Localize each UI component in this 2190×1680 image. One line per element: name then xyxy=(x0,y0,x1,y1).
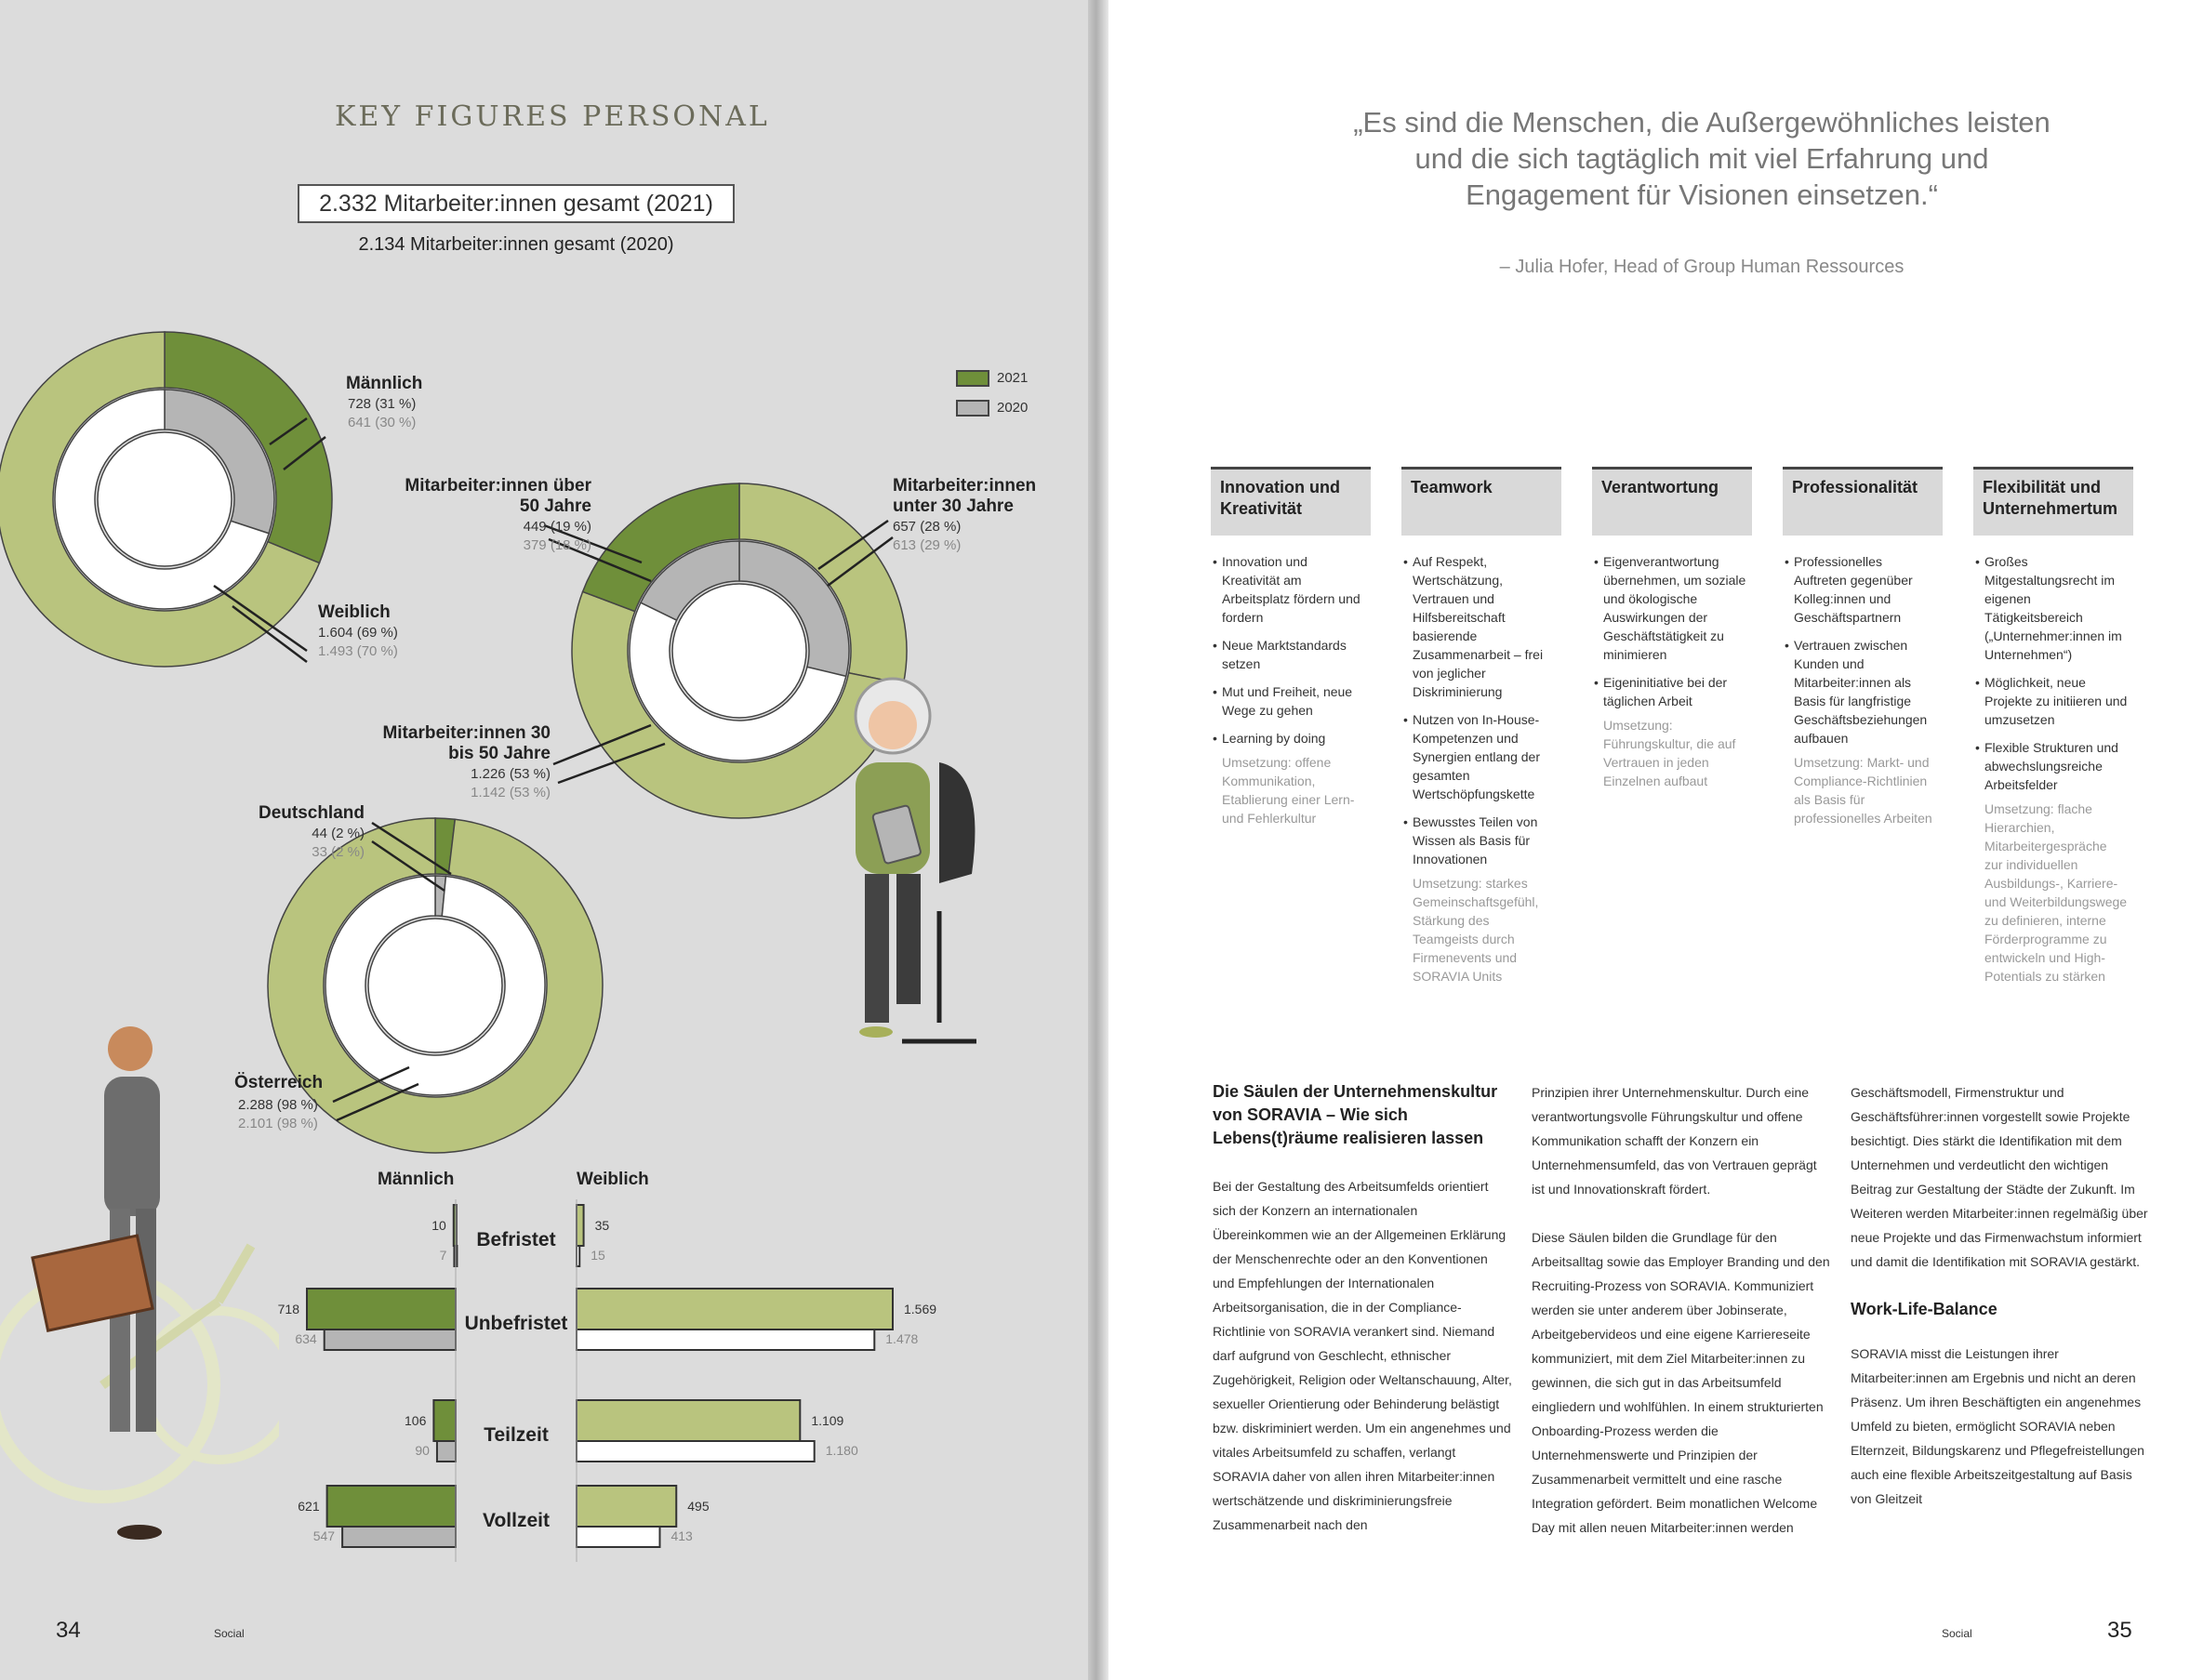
legend-label-2020: 2020 xyxy=(997,400,1029,416)
list-item: • Großes Mitgestaltungsrecht im eigenen Tätigkeitsbereich („Unternehmer:innen im Unternehmen“) xyxy=(1984,552,2128,664)
page-title: KEY FIGURES PERSONAL xyxy=(335,100,770,133)
paragraph: Prinzipien ihrer Unternehmenskultur. Durch eine verantwortungsvolle Führungskultur und offene Kommunikation schafft der Konzern ein Unternehmensumfeld, das von Vertrauen geprägt ist und Innovationskraft fördert. xyxy=(1532,1085,1817,1197)
value-austria-2021: 2.288 (98 %) xyxy=(238,1097,318,1113)
text-column-1 xyxy=(1213,1080,1512,1561)
value-30-to-50-2021: 1.226 (53 %) xyxy=(471,766,551,782)
pillar-list xyxy=(1783,552,1943,747)
label-under-30: Mitarbeiter:innen unter 30 Jahre xyxy=(893,476,1037,516)
list-item: • Auf Respekt, Wertschätzung, Vertrauen und Hilfsbereitschaft basierende Zusammenarbeit – frei von jeglicher Diskriminierung xyxy=(1413,552,1556,701)
section-label-left: Social xyxy=(214,1627,245,1640)
pillar-list xyxy=(1401,552,1561,868)
pillar-professionalism xyxy=(1783,467,1943,827)
value-germany-2020: 33 (2 %) xyxy=(312,844,365,860)
bar-value-female-2020: 1.180 xyxy=(825,1443,858,1458)
paragraph: Bei der Gestaltung des Arbeitsumfelds orientiert sich der Konzern an internationalen Übereinkommen wie an der Allgemeinen Erklärung der Menschenrechte oder an den Konventionen und Empfehlungen der Internationalen Arbeitsorganisation, die in der Compliance-Richtlinie von SORAVIA verankert sind. Niemand darf aufgrund von Geschlecht, ethnischer Zugehörigkeit, Religion oder Weltanschauung, Alter, sexueller Orientierung oder Behinderung belästigt bzw. diskriminiert werden. Um ein angenehmes und vitales Arbeitsumfeld zu schaffen, verlangt SORAVIA daher von allen ihren Mitarbeiter:innen wertschätzende und diskriminierungsfreie Zusammenarbeit nach den xyxy=(1213,1179,1512,1532)
pillar-responsibility xyxy=(1592,467,1752,790)
pillar-implementation: Umsetzung: offene Kommunikation, Etablierung einer Lern- und Fehlerkultur xyxy=(1222,755,1355,826)
list-item: • Mut und Freiheit, neue Wege zu gehen xyxy=(1222,682,1365,720)
bar-value-male-2020: 634 xyxy=(295,1331,317,1346)
pillar-flexibility xyxy=(1973,467,2133,986)
list-item: • Vertrauen zwischen Kunden und Mitarbeiter:innen als Basis für langfristige Geschäftsbeziehungen aufbauen xyxy=(1794,636,1937,747)
pillar-implementation: Umsetzung: Markt- und Compliance-Richtlinien als Basis für professionelles Arbeiten xyxy=(1794,755,1932,826)
donut-hole xyxy=(368,919,502,1052)
bar-female-2021 xyxy=(577,1289,893,1329)
list-item: • Learning by doing xyxy=(1222,729,1365,747)
pillar-teamwork xyxy=(1401,467,1561,986)
bar-female-2021 xyxy=(577,1205,584,1246)
bar-male-2020 xyxy=(437,1441,456,1462)
list-item: • Flexible Strukturen und abwechslungsreiche Arbeitsfelder xyxy=(1984,738,2128,794)
pillar-list xyxy=(1973,552,2133,794)
bar-male-2021 xyxy=(433,1400,456,1441)
bar-value-female-2021: 35 xyxy=(594,1218,610,1233)
bar-female-2021 xyxy=(577,1486,676,1527)
value-under-30-2021: 657 (28 %) xyxy=(893,519,962,535)
value-germany-2021: 44 (2 %) xyxy=(312,826,365,841)
bar-header-male: Männlich xyxy=(378,1170,455,1189)
pillar-implementation: Umsetzung: flache Hierarchien, Mitarbeitergespräche zur individuellen Ausbildungs-, Karriere- und Weiterbildungswege zu definieren, interne Förderprogramme zu entwickeln und High-Potentials zu stärken xyxy=(1984,801,2128,984)
value-over-50-2020: 379 (18 %) xyxy=(523,537,591,553)
pillar-implementation: Umsetzung: Führungskultur, die auf Vertrauen in jeden Einzelnen aufbaut xyxy=(1603,718,1736,788)
label-austria: Österreich xyxy=(234,1073,324,1092)
bar-value-male-2021: 106 xyxy=(405,1413,427,1428)
list-item: • Eigenverantwortung übernehmen, um soziale und ökologische Auswirkungen der Geschäftstätigkeit zu minimieren xyxy=(1603,552,1746,664)
value-male-2020: 641 (30 %) xyxy=(348,415,417,430)
pillar-title: Innovation und Kreativität xyxy=(1211,467,1371,536)
bar-value-male-2021: 718 xyxy=(277,1302,299,1316)
donut-gender xyxy=(0,332,332,667)
paragraph: Diese Säulen bilden die Grundlage für den Arbeitsalltag sowie das Employer Branding und den Recruiting-Prozess von SORAVIA. Kommuniziert werden sie unter anderem über Jobinserate, Arbeitgebervideos und eine eigene Karriereseite kommuniziert, mit dem Ziel Mitarbeiter:innen zu gewinnen, die sich gut in das Arbeitsumfeld eingliedern und wohlfühlen. In einem strukturierten Onboarding-Prozess werden die Unternehmenswerte und Prinzipien der Zusammenarbeit vermittelt und eine rasche Integration gefördert. Beim monatlichen Welcome Day mit allen neuen Mitarbeiter:innen werden xyxy=(1532,1230,1830,1535)
list-item: • Eigeninitiative bei der täglichen Arbeit xyxy=(1603,673,1746,710)
bar-value-female-2020: 1.478 xyxy=(885,1331,919,1346)
donut-hole xyxy=(672,584,806,718)
bar-value-male-2020: 90 xyxy=(415,1443,430,1458)
bar-value-female-2021: 495 xyxy=(687,1499,710,1514)
section-heading: Work-Life-Balance xyxy=(1851,1300,1998,1318)
value-female-2020: 1.493 (70 %) xyxy=(318,643,398,659)
page-number-left: 34 xyxy=(56,1618,81,1643)
man-with-bicycle-illustration xyxy=(0,1023,279,1543)
pillar-implementation: Umsetzung: starkes Gemeinschaftsgefühl, Stärkung des Teamgeists durch Firmenevents und SORAVIA Units xyxy=(1413,876,1539,984)
list-item: • Bewusstes Teilen von Wissen als Basis für Innovationen xyxy=(1413,813,1556,868)
pillar-list xyxy=(1592,552,1752,710)
page-number-right: 35 xyxy=(2107,1618,2132,1643)
value-30-to-50-2020: 1.142 (53 %) xyxy=(471,785,551,800)
bar-category-label: Vollzeit xyxy=(483,1510,550,1531)
paragraph: Geschäftsmodell, Firmenstruktur und Geschäftsführer:innen vorgestellt sowie Projekte besichtigt. Dies stärkt die Identifikation mit dem Unternehmen und verdeutlicht den wichtigen Beitrag zur Gestaltung der Städte der Zukunft. Im Weiteren werden Mitarbeiter:innen regelmäßig über neue Projekte und das Firmenwachstum informiert und damit die Identifikation mit SORAVIA gestärkt. xyxy=(1851,1085,2148,1269)
pillar-innovation xyxy=(1211,467,1371,827)
label-germany: Deutschland xyxy=(258,803,365,823)
bar-header-female: Weiblich xyxy=(577,1170,649,1189)
donut-country xyxy=(268,818,603,1153)
label-30-to-50: Mitarbeiter:innen 30 bis 50 Jahre xyxy=(382,723,551,763)
section-label-right: Social xyxy=(1942,1627,1972,1640)
bar-category-label: Unbefristet xyxy=(464,1313,568,1334)
bar-value-female-2020: 15 xyxy=(591,1248,605,1263)
bar-category-label: Teilzeit xyxy=(484,1424,549,1446)
bar-male-2020 xyxy=(325,1329,456,1350)
text-column-2 xyxy=(1532,1080,1831,1564)
bar-female-2020 xyxy=(577,1441,815,1462)
bar-male-2021 xyxy=(307,1289,456,1329)
total-employees-2021: 2.332 Mitarbeiter:innen gesamt (2021) xyxy=(298,184,735,223)
quote: „Es sind die Menschen, die Außergewöhnliches leisten und die sich tagtäglich mit viel Erfahrung und Engagement für Visionen einsetzen.“ xyxy=(1353,106,2051,211)
bar-value-male-2020: 547 xyxy=(312,1528,336,1543)
bar-value-male-2021: 10 xyxy=(431,1218,446,1233)
bar-female-2020 xyxy=(577,1527,659,1547)
pillar-list xyxy=(1211,552,1371,747)
list-item: • Neue Marktstandards setzen xyxy=(1222,636,1365,673)
pillar-title: Flexibilität und Unternehmertum xyxy=(1973,467,2133,536)
donut-hole xyxy=(98,432,232,566)
bar-value-female-2021: 1.569 xyxy=(904,1302,937,1316)
bar-female-2021 xyxy=(577,1400,800,1441)
quote-author: – Julia Hofer, Head of Group Human Ressources xyxy=(1499,257,1905,277)
list-item: • Möglichkeit, neue Projekte zu initiieren und umzusetzen xyxy=(1984,673,2128,729)
bar-value-male-2021: 621 xyxy=(298,1499,320,1514)
bar-male-2020 xyxy=(342,1527,456,1547)
section-heading: Die Säulen der Unternehmenskultur von SORAVIA – Wie sich Lebens(t)räume realisieren lassen xyxy=(1213,1082,1498,1147)
value-under-30-2020: 613 (29 %) xyxy=(893,537,962,553)
bar-value-male-2020: 7 xyxy=(439,1248,447,1263)
value-over-50-2021: 449 (19 %) xyxy=(523,519,591,535)
total-employees-2020: 2.134 Mitarbeiter:innen gesamt (2020) xyxy=(358,234,674,255)
legend-label-2021: 2021 xyxy=(997,370,1029,386)
list-item: • Innovation und Kreativität am Arbeitsplatz fördern und fordern xyxy=(1222,552,1365,627)
pillar-title: Professionalität xyxy=(1783,467,1943,536)
label-over-50: Mitarbeiter:innen über 50 Jahre xyxy=(405,476,591,516)
label-male: Männlich xyxy=(346,374,423,393)
paragraph: SORAVIA misst die Leistungen ihrer Mitarbeiter:innen am Ergebnis und nicht an deren Präsenz. Um ihren Beschäftigten ein angenehmes Umfeld zu bieten, ermöglicht SORAVIA neben Elternzeit, Bildungskarenz und Pflegefreistellungen auch eine flexible Arbeitszeitgestaltung auf Basis von Gleitzeit xyxy=(1851,1346,2144,1506)
value-male-2021: 728 (31 %) xyxy=(348,396,417,412)
value-austria-2020: 2.101 (98 %) xyxy=(238,1116,318,1131)
bar-value-female-2021: 1.109 xyxy=(811,1413,844,1428)
list-item: • Professionelles Auftreten gegenüber Kolleg:innen und Geschäftspartnern xyxy=(1794,552,1937,627)
bar-value-female-2020: 413 xyxy=(670,1528,693,1543)
list-item: • Nutzen von In-House-Kompetenzen und Synergien entlang der gesamten Wertschöpfungskette xyxy=(1413,710,1556,803)
pillar-title: Teamwork xyxy=(1401,467,1561,536)
label-female: Weiblich xyxy=(318,602,391,622)
page-gutter xyxy=(1088,0,1108,1680)
bar-category-label: Befristet xyxy=(476,1229,556,1250)
seated-woman-illustration xyxy=(800,651,1023,1069)
bar-female-2020 xyxy=(577,1329,874,1350)
pillar-title: Verantwortung xyxy=(1592,467,1752,536)
bar-male-2021 xyxy=(327,1486,456,1527)
value-female-2021: 1.604 (69 %) xyxy=(318,625,398,641)
text-column-3 xyxy=(1851,1080,2150,1535)
